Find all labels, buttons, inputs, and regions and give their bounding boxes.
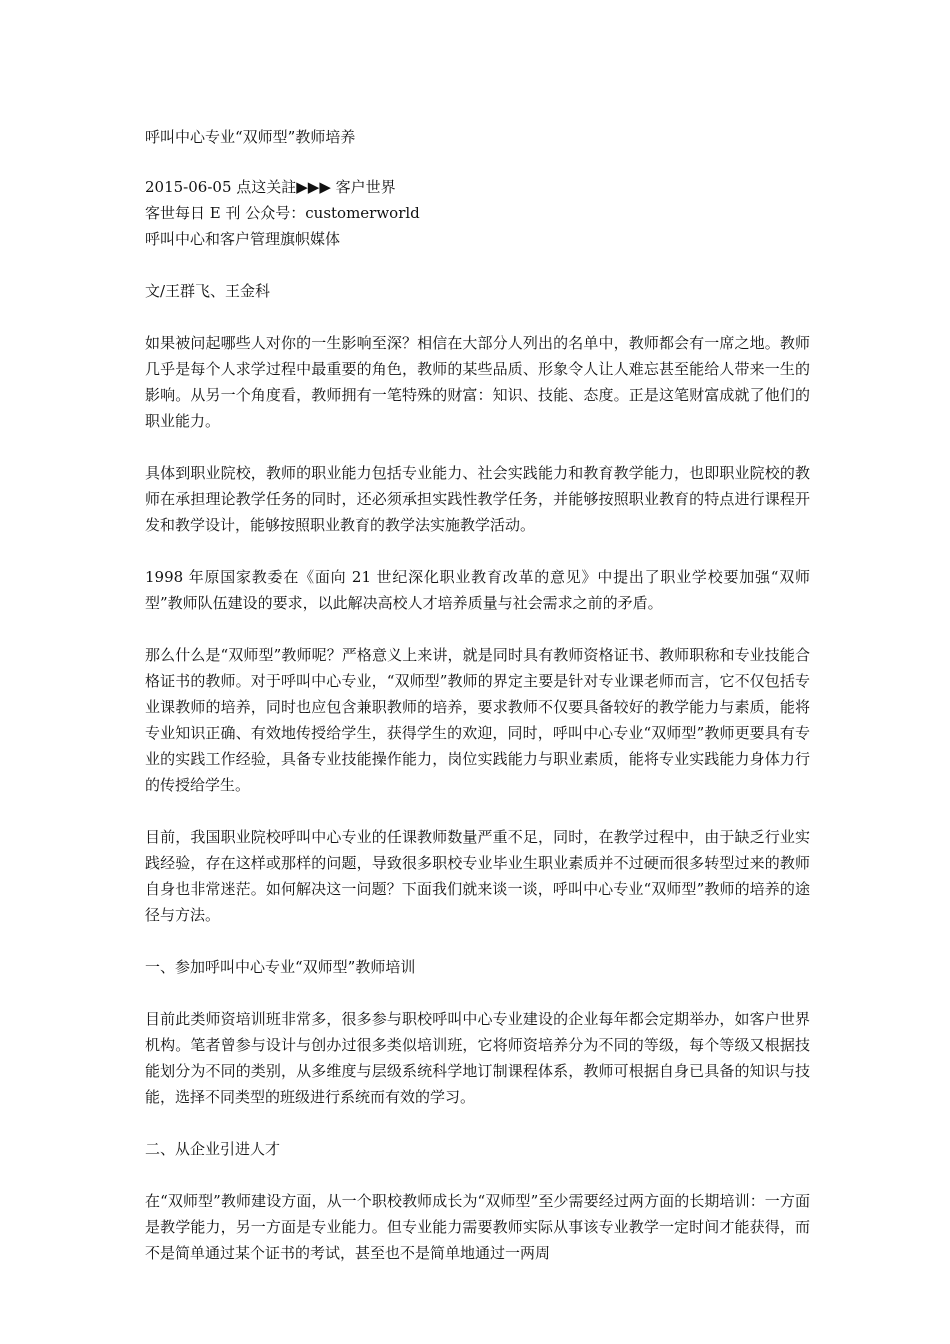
section-1-heading: 一、参加呼叫中心专业“双师型”教师培训 — [145, 958, 416, 976]
byline: 文/王群飞、王金科 — [145, 282, 271, 300]
spacer — [145, 538, 810, 564]
spacer — [145, 980, 810, 1006]
paragraph-2: 具体到职业院校，教师的职业能力包括专业能力、社会实践能力和教育教学能力，也即职业院校的教师在承担理论教学任务的同时，还必须承担实践性教学任务，并能够按照职业教育的特点进行课程开发和教学设计，能够按照职业教育的教学法实施教学活动。 — [145, 464, 810, 534]
meta-account-line: 客世每日 E 刊 公众号：customerworld — [145, 204, 420, 222]
spacer — [145, 1162, 810, 1188]
meta-date-line: 2015-06-05 点这关註▶▶▶ 客户世界 — [145, 178, 396, 196]
spacer — [145, 434, 810, 460]
document-page — [145, 124, 810, 1266]
section-2-heading: 二、从企业引进人才 — [145, 1140, 281, 1158]
spacer — [145, 304, 810, 330]
spacer — [145, 252, 810, 278]
paragraph-5: 目前，我国职业院校呼叫中心专业的任课教师数量严重不足，同时，在教学过程中，由于缺乏行业实践经验，存在这样或那样的问题，导致很多职校专业毕业生职业素质并不过硬而很多转型过来的教师自身也非常迷茫。如何解决这一问题？下面我们就来谈一谈，呼叫中心专业“双师型”教师的培养的途径与方法。 — [145, 828, 810, 924]
section-2-paragraph: 在“双师型”教师建设方面，从一个职校教师成长为“双师型”至少需要经过两方面的长期培训：一方面是教学能力，另一方面是专业能力。但专业能力需要教师实际从事该专业教学一定时间才能获得，而不是简单通过某个证书的考试，甚至也不是简单地通过一两周 — [145, 1192, 810, 1262]
spacer — [145, 798, 810, 824]
spacer — [145, 928, 810, 954]
paragraph-3: 1998 年原国家教委在《面向 21 世纪深化职业教育改革的意见》中提出了职业学校要加强“双师型”教师队伍建设的要求，以此解决高校人才培养质量与社会需求之前的矛盾。 — [145, 568, 810, 612]
spacer — [145, 1110, 810, 1136]
spacer — [145, 150, 810, 174]
meta-tagline: 呼叫中心和客户管理旗帜媒体 — [145, 230, 341, 248]
section-1-paragraph: 目前此类师资培训班非常多，很多参与职校呼叫中心专业建设的企业每年都会定期举办，如客户世界机构。笔者曾参与设计与创办过很多类似培训班，它将师资培养分为不同的等级，每个等级又根据技能划分为不同的类别，从多维度与层级系统科学地订制课程体系，教师可根据自身已具备的知识与技能，选择不同类型的班级进行系统而有效的学习。 — [145, 1010, 810, 1106]
paragraph-1: 如果被问起哪些人对你的一生影响至深？相信在大部分人列出的名单中，教师都会有一席之地。教师几乎是每个人求学过程中最重要的角色，教师的某些品质、形象令人让人难忘甚至能给人带来一生的影响。从另一个角度看，教师拥有一笔特殊的财富：知识、技能、态度。正是这笔财富成就了他们的职业能力。 — [145, 334, 810, 430]
paragraph-4: 那么什么是“双师型”教师呢？严格意义上来讲，就是同时具有教师资格证书、教师职称和专业技能合格证书的教师。对于呼叫中心专业，“双师型”教师的界定主要是针对专业课老师而言，它不仅包括专业课教师的培养，同时也应包含兼职教师的培养，要求教师不仅要具备较好的教学能力与素质，能将专业知识正确、有效地传授给学生，获得学生的欢迎，同时，呼叫中心专业“双师型”教师更要具有专业的实践工作经验，具备专业技能操作能力，岗位实践能力与职业素质，能将专业实践能力身体力行的传授给学生。 — [145, 646, 810, 794]
spacer — [145, 616, 810, 642]
document-title: 呼叫中心专业“双师型”教师培养 — [145, 128, 356, 146]
